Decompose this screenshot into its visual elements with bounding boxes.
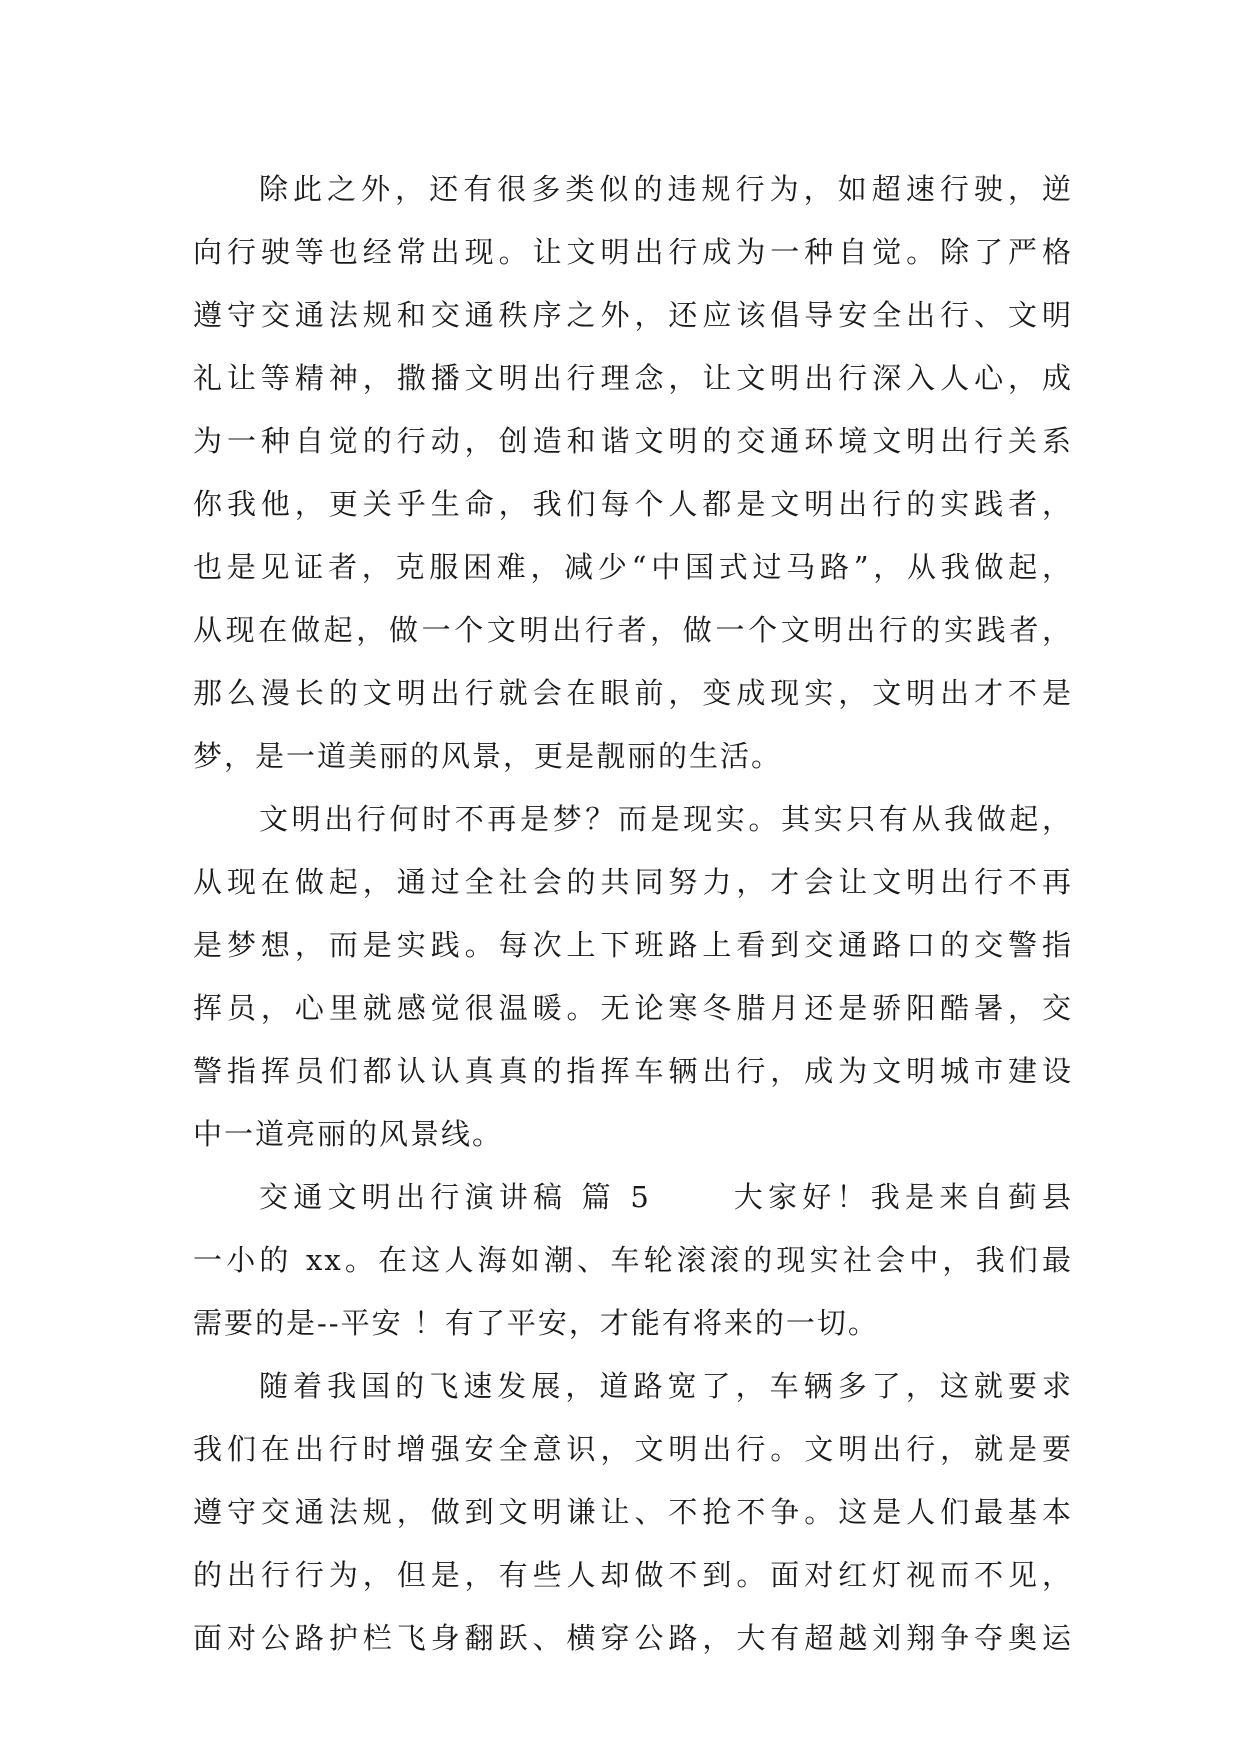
text-line: 中一道亮丽的风景线。: [193, 1117, 504, 1151]
text-line: 是梦想，而是实践。每次上下班路上看到交通路口的交警指: [193, 928, 1073, 962]
text-line: 交通文明出行演讲稿 篇 5 大家好！我是来自蓟县: [259, 1180, 1073, 1214]
text-line: 我们在出行时增强安全意识，文明出行。文明出行，就是要: [193, 1432, 1073, 1466]
text-line: 你我他，更关乎生命，我们每个人都是文明出行的实践者，: [193, 487, 1073, 521]
text-line: 挥员，心里就感觉很温暖。无论寒冬腊月还是骄阳酷暑，交: [193, 991, 1073, 1025]
text-line: 从现在做起，做一个文明出行者，做一个文明出行的实践者，: [193, 613, 1073, 647]
text-line: 一小的 xx。在这人海如潮、车轮滚滚的现实社会中，我们最: [193, 1243, 1073, 1277]
text-line: 的出行行为，但是，有些人却做不到。面对红灯视而不见，: [193, 1558, 1073, 1592]
text-line: 礼让等精神，撒播文明出行理念，让文明出行深入人心，成: [193, 361, 1073, 395]
text-line: 文明出行何时不再是梦？而是现实。其实只有从我做起，: [259, 802, 1073, 836]
text-line: 从现在做起，通过全社会的共同努力，才会让文明出行不再: [193, 865, 1073, 899]
text-line: 面对公路护栏飞身翻跃、横穿公路，大有超越刘翔争夺奥运: [193, 1621, 1073, 1655]
text-line: 遵守交通法规，做到文明谦让、不抢不争。这是人们最基本: [193, 1495, 1073, 1529]
text-line: 梦，是一道美丽的风景，更是靓丽的生活。: [193, 739, 783, 773]
document-body: [193, 158, 1073, 1670]
text-line: 为一种自觉的行动，创造和谐文明的交通环境文明出行关系: [193, 424, 1073, 458]
text-line: 随着我国的飞速发展，道路宽了，车辆多了，这就要求: [259, 1369, 1073, 1403]
text-line: 向行驶等也经常出现。让文明出行成为一种自觉。除了严格: [193, 235, 1073, 269]
text-line: 除此之外，还有很多类似的违规行为，如超速行驶，逆: [259, 172, 1073, 206]
text-line: 需要的是--平安 ！有了平安，才能有将来的一切。: [193, 1306, 879, 1340]
text-line: 也是见证者，克服困难，减少“中国式过马路”，从我做起，: [193, 550, 1073, 584]
text-line: 那么漫长的文明出行就会在眼前，变成现实，文明出才不是: [193, 676, 1073, 710]
text-line: 警指挥员们都认认真真的指挥车辆出行，成为文明城市建设: [193, 1054, 1073, 1088]
text-line: 遵守交通法规和交通秩序之外，还应该倡导安全出行、文明: [193, 298, 1073, 332]
